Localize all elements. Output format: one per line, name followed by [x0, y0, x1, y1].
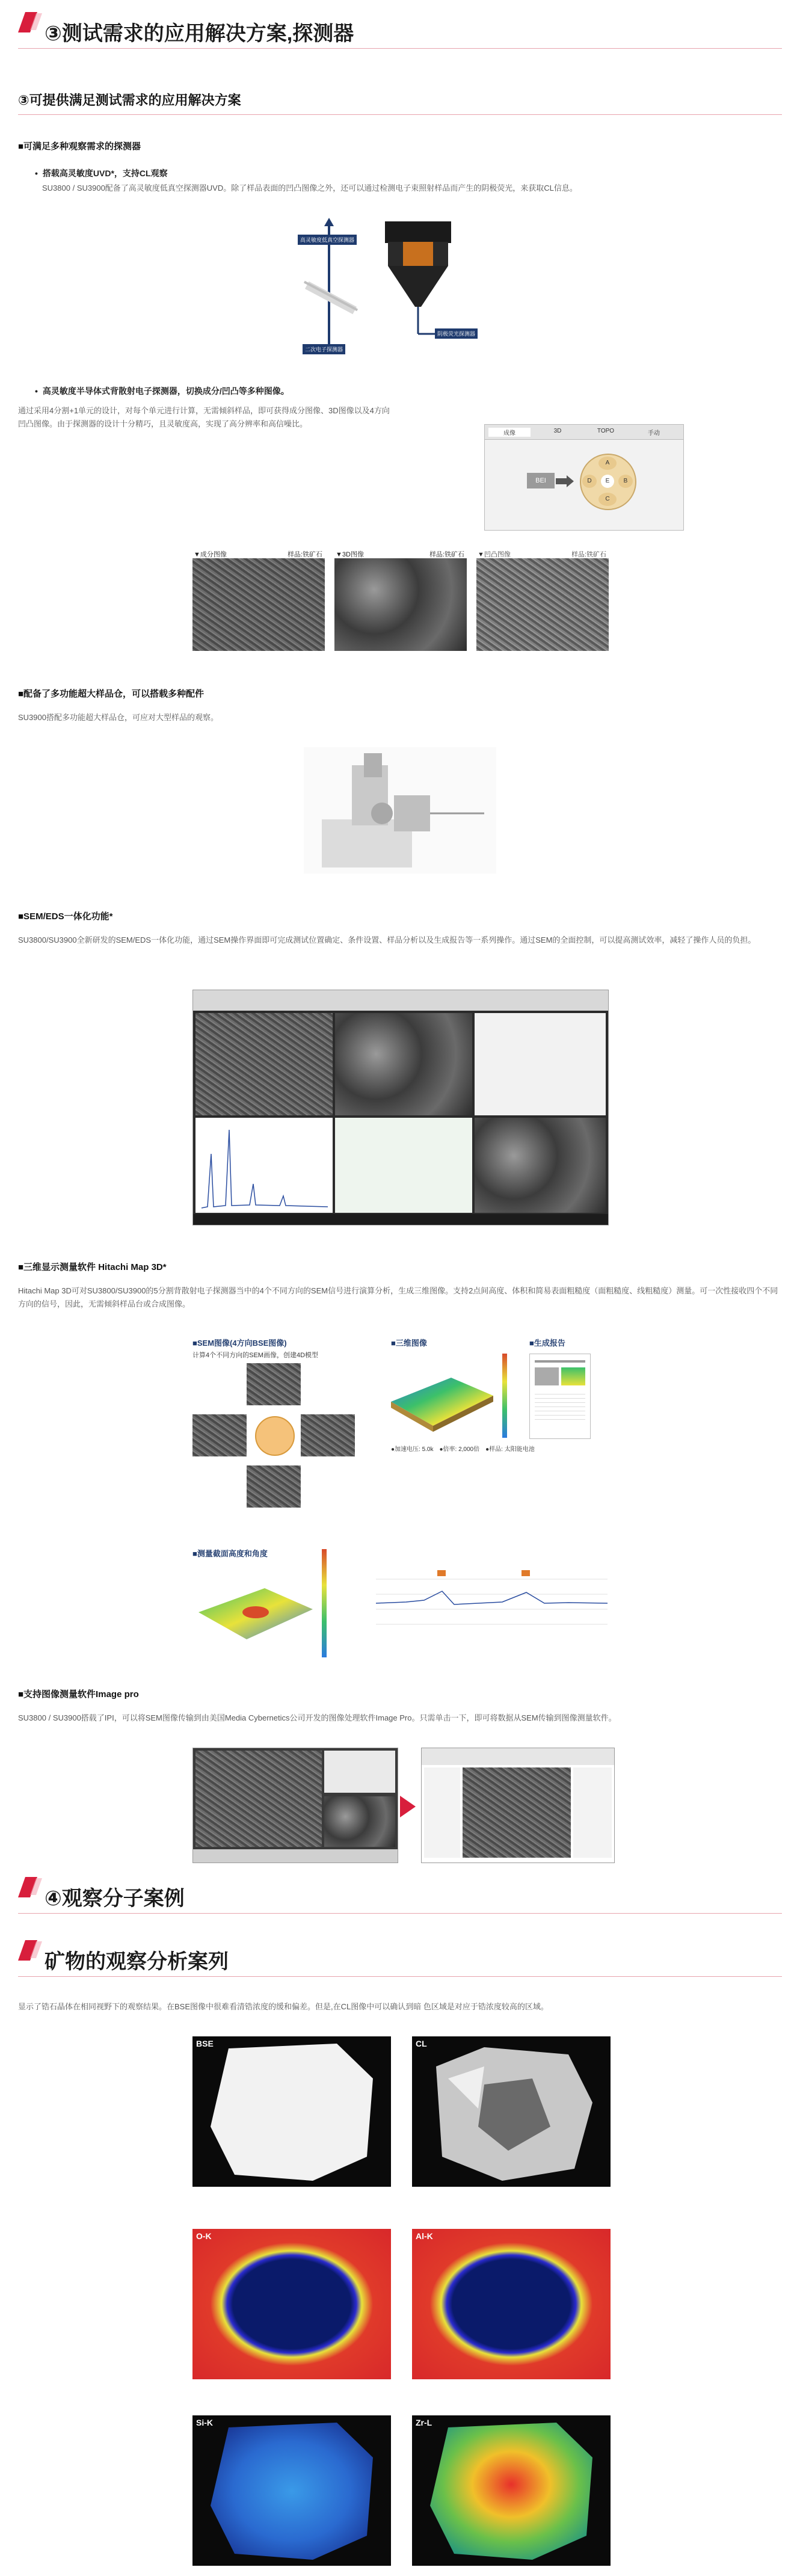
- image-tag: Si-K: [196, 2418, 213, 2427]
- image-sample: 样品:铁矿石: [571, 551, 606, 558]
- bse-bei-button[interactable]: BEI: [527, 473, 555, 488]
- section-header: [18, 12, 782, 48]
- mineral-image-bse: [192, 2036, 391, 2187]
- uvd-label-right: 阴极荧光探测器: [435, 328, 478, 339]
- slash-icon: [18, 12, 48, 32]
- panel-title: ■测量截面高度和角度: [192, 1549, 268, 1558]
- settings-panel: [475, 1013, 606, 1115]
- profile-3d-svg: [192, 1564, 319, 1648]
- bse-tab[interactable]: TOPO: [597, 428, 615, 434]
- image-sample: 样品:铁矿石: [429, 551, 464, 558]
- image-tag: O-K: [196, 2231, 212, 2241]
- measure-params: ●加速电压: 5.0k ●倍率: 2,000倍 ●样品: 太阳能电池: [391, 1446, 535, 1453]
- navigation-view: [475, 1118, 606, 1213]
- sem-view: [195, 1751, 322, 1847]
- map3d-heading: ■三维显示测量软件 Hitachi Map 3D*: [18, 1262, 167, 1272]
- bse-image-3d: [334, 549, 467, 651]
- bse-title: • 高灵敏度半导体式背散射电子探测器，切换成分/凹凸等多种图像。: [35, 385, 289, 397]
- side-panel: [424, 1767, 460, 1858]
- image-caption: ▼凹凸图像: [478, 551, 511, 558]
- sub-title: ③可提供满足测试需求的应用解决方案: [18, 93, 241, 108]
- taskbar: [193, 1214, 608, 1225]
- report-image: [535, 1367, 559, 1385]
- arrow-right-icon: [400, 1796, 416, 1817]
- report-table: [535, 1390, 585, 1420]
- sem-view: [195, 1013, 333, 1115]
- subsection-header: [18, 1940, 782, 1976]
- bse-tab[interactable]: 手动: [648, 430, 660, 437]
- bse-dir-image: [301, 1414, 355, 1456]
- bse-text: 通过采用4分割+1单元的设计，对每个单元进行计算，无需倾斜样品，即可获得成分图像、3D图像以及4方向凹凸图像。由于探测器的设计十分精巧，且灵敏度高，实现了高分辨率和高信噪比。: [18, 406, 390, 428]
- arrow-right-icon: [556, 475, 574, 487]
- uvd-title: • 搭载高灵敏度UVD*，支持CL观察: [35, 167, 168, 179]
- mineral-image-al: [412, 2229, 611, 2379]
- crystal-svg: [192, 2036, 391, 2187]
- subsection-title: 矿物的观察分析案列: [45, 1950, 229, 1973]
- bse-image-composition: [192, 549, 325, 651]
- mineral-image-cl: [412, 2036, 611, 2187]
- 3d-surface: [385, 1354, 499, 1438]
- mineral-image-zr: [412, 2415, 611, 2566]
- bse-tabbar: [485, 425, 683, 440]
- mineral-image-si: [192, 2415, 391, 2566]
- imagepro-screenshot: [421, 1748, 615, 1863]
- semeds-heading: ■SEM/EDS一体化功能*: [18, 911, 113, 922]
- bse-dir-image: [192, 1414, 247, 1456]
- section-rule: [18, 48, 782, 49]
- panel-title: ■SEM图像(4方向BSE图像): [192, 1339, 287, 1348]
- bse-quadrant[interactable]: A: [598, 457, 617, 470]
- bse-quadrant[interactable]: C: [598, 493, 617, 506]
- image-caption: ▼成分图像: [194, 551, 227, 558]
- image-tag: BSE: [196, 2039, 214, 2048]
- crystal-svg: [412, 2036, 611, 2187]
- bse-detector-disc: [580, 454, 636, 510]
- image-tag: CL: [416, 2039, 427, 2048]
- panel-subtitle: 计算4个不同方向的SEM画像，创建4D模型: [192, 1352, 319, 1359]
- sub-rule: [18, 114, 782, 115]
- panel-title: ■生成报告: [529, 1339, 565, 1348]
- bse-tab[interactable]: 成像: [488, 428, 531, 437]
- slash-icon: [18, 1940, 48, 1961]
- 3d-surface-svg: [385, 1354, 499, 1438]
- imagepro-heading: ■支持图像测量软件Image pro: [18, 1689, 139, 1699]
- image-tag: Al-K: [416, 2231, 433, 2241]
- side-panel: [573, 1767, 612, 1858]
- uvd-label-bottom: 二次电子探测器: [303, 344, 345, 354]
- imagepro-text: SU3800 / SU3900搭载了IPI，可以将SEM图像传输到由美国Media Cybernetics公司开发的图像处理软件Image Pro。只需单击一下，即可将数据从SEM传输到图像测量软件。: [18, 1713, 617, 1722]
- bse-panel: [484, 424, 684, 531]
- slash-icon: [18, 1877, 48, 1897]
- report-image: [561, 1367, 585, 1385]
- bse-dir-image: [247, 1465, 301, 1508]
- color-scale: [322, 1549, 327, 1657]
- section-title: ③测试需求的应用解决方案,探测器: [45, 22, 354, 45]
- instrument-photo: [304, 747, 496, 874]
- chamber-text: SU3900搭配多功能超大样品仓，可应对大型样品的观察。: [18, 713, 218, 722]
- uvd-text: SU3800 / SU3900配备了高灵敏度低真空探测器UVD。除了样品表面的凹凸图像之外，还可以通过检测电子束照射样品而产生的阴极荧光，来获取CL信息。: [42, 183, 577, 193]
- semeds-text: SU3800/SU3900全新研发的SEM/EDS一体化功能，通过SEM操作界面即可完成测试位置确定、条件设置、样品分析以及生成报告等一系列操作。通过SEM的全面控制，可以提高测试效率，减轻了操作人员的负担。: [18, 935, 756, 944]
- crystal-svg: [412, 2415, 611, 2566]
- bse-quadrant[interactable]: D: [582, 475, 597, 488]
- image-caption: ▼3D图像: [336, 551, 364, 558]
- sem-view: [324, 1796, 395, 1847]
- sem-view: [463, 1767, 571, 1858]
- app-toolbar: [193, 990, 608, 1011]
- profile-chart: [370, 1567, 611, 1633]
- bse-tab[interactable]: 3D: [553, 428, 562, 434]
- section-title: ④观察分子案例: [45, 1887, 185, 1910]
- semeds-screenshot: [192, 990, 609, 1225]
- chamber-heading: ■配备了多功能超大样品仓，可以搭载多种配件: [18, 689, 205, 699]
- profile-3d: [192, 1564, 319, 1648]
- uvd-diagram: [298, 217, 502, 361]
- color-scale: [502, 1354, 507, 1438]
- map3d-text: Hitachi Map 3D可对SU3800/SU3900的5分割背散射电子探测器当中的4个不同方向的SEM信号进行演算分析，生成三维图像。支持2点间高度、体积和简易表面粗糙度（面粗糙度、线粗糙度）测量。可一次性接收四个不同方向的信号，因此，无需倾斜样品台或合成图像。: [18, 1286, 778, 1308]
- instrument-svg: [304, 747, 496, 874]
- report-preview: [529, 1354, 591, 1439]
- report-line: [535, 1360, 585, 1363]
- profile-chart-svg: [370, 1567, 611, 1633]
- app-ribbon: [422, 1748, 614, 1765]
- uvd-label-top: 高灵敏度低真空探测器: [298, 235, 357, 245]
- crystal-svg: [192, 2415, 391, 2566]
- bse-dir-image: [247, 1363, 301, 1405]
- bse-center[interactable]: E: [601, 475, 614, 488]
- section-rule: [18, 1913, 782, 1914]
- bse-4dir-diagram: [192, 1363, 355, 1508]
- section-header: [18, 1877, 782, 1913]
- mineral-text: 显示了锆石晶体在相同视野下的观察结果。在BSE图像中很难看清锆浓度的缓和偏差。但是,在CL图像中可以确认到暗 色区域是对应于锆浓度较高的区域。: [18, 2002, 549, 2011]
- periodic-table: [335, 1118, 472, 1213]
- bse-quadrant[interactable]: B: [618, 475, 633, 488]
- image-tag: Zr-L: [416, 2418, 432, 2427]
- sem-view: [335, 1013, 472, 1115]
- spectrum-panel: [195, 1118, 333, 1213]
- image-sample: 样品:铁矿石: [287, 551, 322, 558]
- app-statusbar: [193, 1849, 398, 1863]
- panel-title: ■三维图像: [391, 1339, 427, 1348]
- mineral-image-o: [192, 2229, 391, 2379]
- spectrum-svg: [195, 1118, 333, 1213]
- section-rule: [18, 1976, 782, 1977]
- bse-image-topo: [476, 549, 609, 651]
- detectors-heading: ■可满足多种观察需求的探测器: [18, 141, 141, 152]
- dialog-panel: [324, 1751, 395, 1793]
- detector-disc: [255, 1416, 295, 1456]
- sem-app-screenshot: [192, 1748, 398, 1863]
